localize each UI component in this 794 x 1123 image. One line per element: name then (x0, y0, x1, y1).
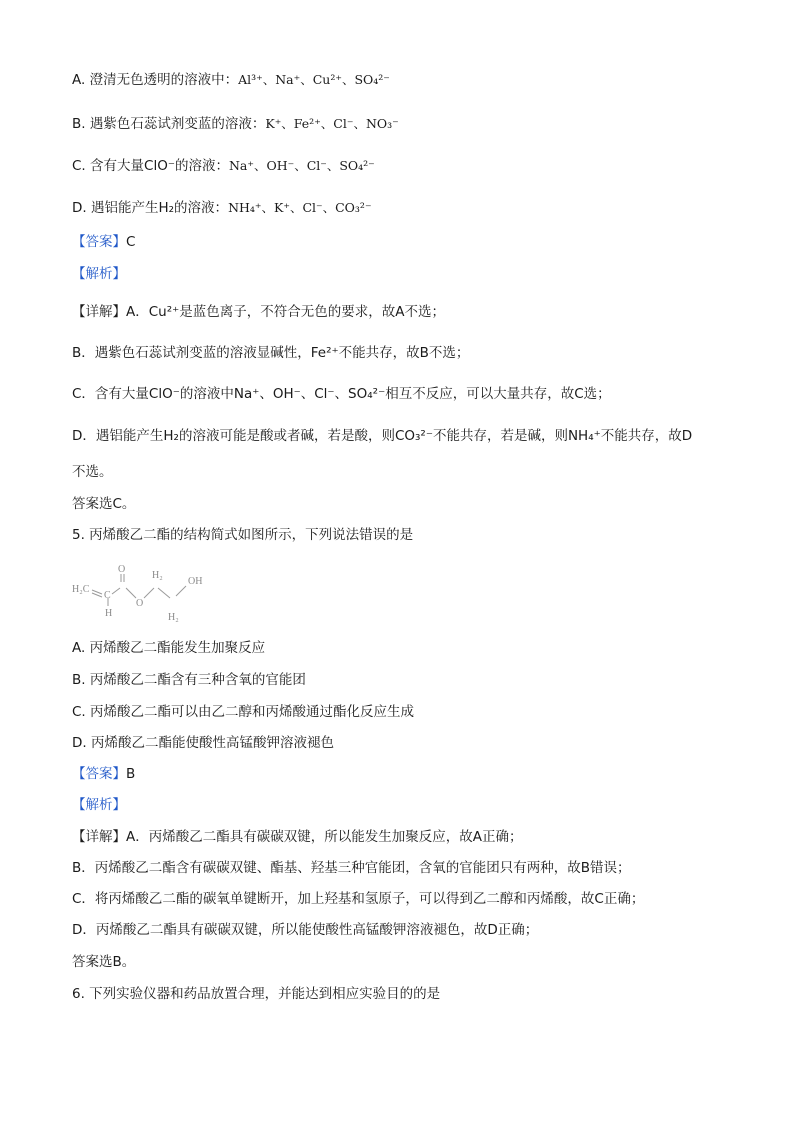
q4-detail-b: B．遇紫色石蕊试剂变蓝的溶液显碱性，Fe²⁺不能共存，故B不选； (72, 345, 470, 361)
struct-h: H (105, 608, 113, 619)
q5-option-c: C. 丙烯酸乙二酯可以由乙二醇和丙烯酸通过酯化反应生成 (72, 704, 415, 720)
q4-option-a: A. 澄清无色透明的溶液中：Al³⁺、Na⁺、Cu²⁺、SO₄²⁻ (72, 72, 390, 88)
q6-stem: 6. 下列实验仪器和药品放置合理，并能达到相应实验目的的是 (72, 986, 441, 1002)
q5-option-d: D. 丙烯酸乙二酯能使酸性高锰酸钾溶液褪色 (72, 735, 334, 751)
q4-analysis-label: 【解析】 (72, 266, 126, 282)
struct-o-mid: O (136, 598, 144, 609)
q4-option-d: D. 遇铝能产生H₂的溶液：NH₄⁺、K⁺、Cl⁻、CO₃²⁻ (72, 200, 372, 216)
q4-answer: 【答案】C (72, 234, 136, 250)
q4-detail-d-cont: 不选。 (72, 464, 113, 480)
struct-h2-top: H₂ (152, 570, 163, 581)
q4-option-c: C. 含有大量ClO⁻的溶液：Na⁺、OH⁻、Cl⁻、SO₄²⁻ (72, 158, 375, 174)
q5-stem: 5. 丙烯酸乙二酯的结构简式如图所示，下列说法错误的是 (72, 527, 414, 543)
q4-detail-a: 【详解】A．Cu²⁺是蓝色离子，不符合无色的要求，故A不选； (72, 304, 445, 320)
q5-detail-c: C．将丙烯酸乙二酯的碳氧单键断开，加上羟基和氢原子，可以得到乙二醇和丙烯酸，故C正确； (72, 891, 645, 907)
q5-detail-d: D．丙烯酸乙二酯具有碳碳双键，所以能使酸性高锰酸钾溶液褪色，故D正确； (72, 922, 539, 938)
struct-o-top: O (118, 564, 126, 575)
q5-detail-b: B．丙烯酸乙二酯含有碳碳双键、酯基、羟基三种官能团，含氧的官能团只有两种，故B错误； (72, 860, 631, 876)
struct-c: C (104, 590, 111, 601)
q5-detail-a: 【详解】A．丙烯酸乙二酯具有碳碳双键，所以能发生加聚反应，故A正确； (72, 829, 523, 845)
struct-oh: OH (188, 576, 203, 587)
q4-conclusion: 答案选C。 (72, 496, 136, 512)
struct-h2c: H₂C (72, 584, 90, 595)
q5-structure-diagram (70, 560, 220, 632)
q5-analysis-label: 【解析】 (72, 797, 126, 813)
q5-option-a: A. 丙烯酸乙二酯能发生加聚反应 (72, 640, 266, 656)
structure-svg (70, 560, 220, 632)
q5-option-b: B. 丙烯酸乙二酯含有三种含氧的官能团 (72, 672, 306, 688)
q4-detail-c: C．含有大量ClO⁻的溶液中Na⁺、OH⁻、Cl⁻、SO₄²⁻相互不反应，可以大量共存，故C选； (72, 386, 611, 402)
q5-answer: 【答案】B (72, 766, 136, 782)
q4-option-b: B. 遇紫色石蕊试剂变蓝的溶液：K⁺、Fe²⁺、Cl⁻、NO₃⁻ (72, 116, 399, 132)
q5-conclusion: 答案选B。 (72, 954, 136, 970)
struct-h2-bottom: H₂ (168, 612, 179, 623)
q4-detail-d: D．遇铝能产生H₂的溶液可能是酸或者碱，若是酸，则CO₃²⁻不能共存，若是碱，则NH₄⁺不能共存，故D (72, 428, 693, 444)
